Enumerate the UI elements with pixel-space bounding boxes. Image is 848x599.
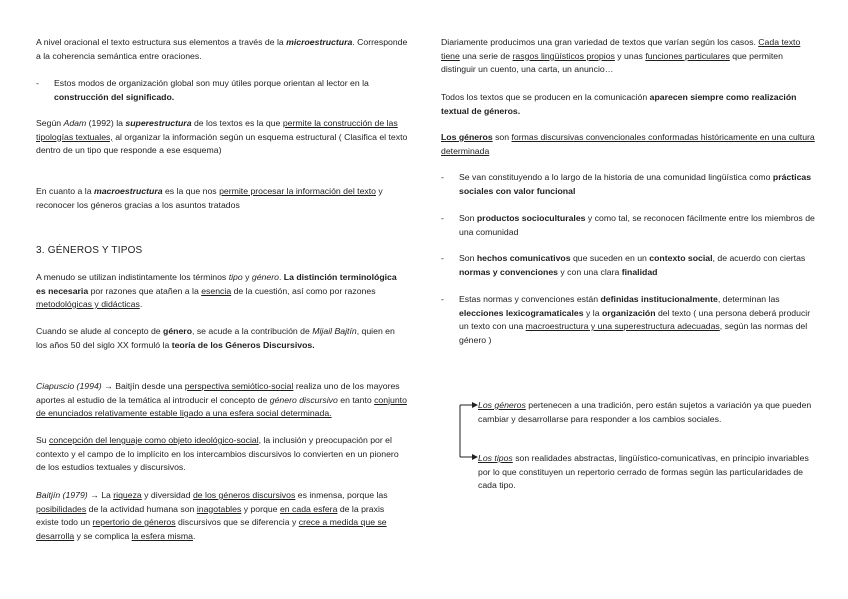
text-run: productos socioculturales xyxy=(476,213,586,223)
text-run: una serie de xyxy=(459,50,513,61)
text-run: concepción del lenguaje como objeto ideológico-social xyxy=(49,435,259,445)
text-run: prácticas sociales con valor funcional xyxy=(459,172,812,196)
text-run: , según las normas del género ) xyxy=(459,321,808,345)
text-run: contexto social xyxy=(649,253,713,263)
text-run: de la actividad humana son xyxy=(86,503,197,514)
paragraph-definicion-generos xyxy=(441,131,815,158)
paragraph-variedad-textos xyxy=(441,36,815,77)
text-run: , determinan las xyxy=(717,294,780,304)
section-heading xyxy=(36,244,408,258)
text-run: es la que nos xyxy=(162,186,220,196)
text-run: por razones que atañen a la xyxy=(88,285,202,296)
text-run: . xyxy=(278,272,284,282)
text-run: , la inclusión y preocupación por el contexto y el campo de lo implícito en los intercambios discursivos lo convierten en un pionero de los estudios textuales y discursivos. xyxy=(36,435,399,472)
text-run: La distinción terminológica es necesaria xyxy=(36,272,397,296)
bullet-text xyxy=(459,171,815,198)
text-run: conjunto de enunciados relativamente estable ligado a una esfera social determinada. xyxy=(36,394,407,418)
text-run: crece a medida que se desarrolla xyxy=(36,517,387,541)
text-run: → xyxy=(87,490,102,500)
text-run: y como tal, se reconocen fácilmente entre los miembros de una comunidad xyxy=(459,213,815,237)
text-run: . xyxy=(192,530,196,541)
text-run: construcción del significado. xyxy=(54,91,175,102)
text-run: → xyxy=(101,381,116,391)
text-run: y con una clara xyxy=(557,266,622,277)
text-run: La xyxy=(101,490,114,500)
bullet-text xyxy=(54,77,408,104)
text-run: y diversidad xyxy=(141,490,193,500)
text-run: normas y convenciones xyxy=(459,266,558,277)
text-run: género discursivo xyxy=(269,394,338,405)
text-run: que permiten distinguir un cuento, una carta, un anuncio… xyxy=(441,50,783,74)
bullet-item-historia xyxy=(441,171,815,201)
text-run: A nivel oracional el texto estructura sus elementos a través de la xyxy=(36,37,287,47)
text-run: Ciapuscio (1994) xyxy=(36,381,102,391)
text-run: y reconocer los géneros gracias a los asuntos tratados xyxy=(36,186,383,210)
text-run: , quien en los años 50 del siglo XX formuló la xyxy=(36,326,395,350)
paragraph-macroestructura xyxy=(36,185,408,212)
text-run: Son xyxy=(459,253,477,263)
bullet-marker: - xyxy=(441,253,444,263)
text-run: En cuanto a la xyxy=(36,186,94,196)
text-run: rasgos lingüísticos propios xyxy=(512,50,615,61)
text-run: A menudo se utilizan indistintamente los términos xyxy=(36,272,229,282)
text-run: en cada esfera xyxy=(279,503,338,514)
text-run: macroestructura y una superestructura adecuadas xyxy=(525,321,720,331)
text-run: del texto ( una persona deberá producir un texto con una xyxy=(459,307,811,331)
text-run: permite la construcción de las tipologías textuales, xyxy=(36,118,398,142)
text-run: (1992) la xyxy=(86,118,126,128)
text-run: de la cuestión, así como por razones xyxy=(231,285,376,296)
text-run: Se van constituyendo a lo largo de la historia de una comunidad lingüística como xyxy=(459,172,773,182)
text-run: son xyxy=(492,132,512,142)
paragraph-superestructura xyxy=(36,117,408,158)
text-run: la esfera misma xyxy=(131,530,193,541)
bullet-item-socioculturales xyxy=(441,212,815,242)
text-run: tipo xyxy=(228,272,243,282)
text-run: microestructura xyxy=(286,37,353,47)
text-run: Cada texto tiene xyxy=(441,37,801,61)
text-run: Son xyxy=(459,213,477,223)
text-run: . Corresponde a la coherencia semántica entre oraciones. xyxy=(36,37,408,61)
text-run: Adam xyxy=(63,118,87,128)
text-run: son realidades abstractas, lingüístico-comunicativas, en principio invariables por lo que constituyen un repertorio cerrado de formas según las particularidades de cada tipo. xyxy=(478,453,809,490)
text-run: y porque xyxy=(241,503,280,514)
paragraph-los-tipos xyxy=(478,452,818,493)
text-run: hechos comunicativos xyxy=(476,253,571,263)
text-run: Baitjín desde una xyxy=(115,381,185,391)
text-run: pertenecen a una tradición, pero están sujetos a variación ya que pueden cambiar y desarrollarse para responder a los cambios sociales. xyxy=(478,400,812,424)
text-run: metodológicas y didácticas xyxy=(36,299,140,309)
text-run: , de acuerdo con ciertas xyxy=(712,253,806,263)
text-run: Los géneros xyxy=(478,400,526,410)
paragraph-bajtin xyxy=(36,325,408,352)
text-run: , se acude a la contribución de xyxy=(192,326,313,336)
text-run: Los tipos xyxy=(478,453,513,463)
text-run: Diariamente producimos una gran variedad de textos que varían según los casos. xyxy=(441,37,759,47)
paragraph-microestructura xyxy=(36,36,408,63)
text-run: macroestructura xyxy=(93,186,163,196)
text-run: Los géneros xyxy=(441,132,493,142)
text-run: y xyxy=(242,272,252,282)
text-run: discursivos que se diferencia y xyxy=(175,517,299,527)
paragraph-los-generos xyxy=(478,399,818,426)
text-run: inagotables xyxy=(196,503,242,514)
text-run: definidas institucionalmente xyxy=(600,294,718,304)
bullet-item-hechos xyxy=(441,252,815,282)
text-run: de los géneros discursivos xyxy=(192,490,296,500)
bullet-marker: - xyxy=(441,213,444,223)
text-run: al organizar la información según un esquema estructural ( Clasifica el texto dentro de un tipo que responde a ese esquema) xyxy=(36,131,408,155)
text-run: y se complica xyxy=(74,530,132,541)
text-run: género xyxy=(251,272,279,282)
text-run: formas discursivas convencionales conformadas históricamente en una cultura determinada xyxy=(441,132,815,156)
text-run: es inmensa, porque las xyxy=(295,490,388,500)
text-run: Baitjín (1979) xyxy=(36,490,88,500)
bullet-marker: - xyxy=(441,294,444,304)
text-run: que suceden en un xyxy=(570,253,650,263)
paragraph-concepcion xyxy=(36,434,408,475)
text-run: y unas xyxy=(614,50,646,61)
text-run: Según xyxy=(36,118,64,128)
text-run: superestructura xyxy=(125,118,192,128)
text-run: . xyxy=(139,299,143,309)
text-run: de la praxis existe todo un xyxy=(36,503,385,527)
bullet-marker: - xyxy=(36,78,39,88)
text-run: teoría de los Géneros Discursivos. xyxy=(171,339,315,350)
bullet-marker: - xyxy=(441,172,444,182)
text-run: Su xyxy=(36,435,50,445)
bullet-text xyxy=(459,293,815,347)
text-run: Todos los textos que se producen en la comunicación xyxy=(441,92,650,102)
bullet-item-organizacion xyxy=(36,77,408,107)
text-run: riqueza xyxy=(113,490,142,500)
text-run: permite procesar la información del texto xyxy=(219,186,376,196)
text-run: Mijail Bajtín xyxy=(312,326,357,336)
text-run: de los textos es la que xyxy=(191,118,283,128)
text-run: Estos modos de organización global son muy útiles porque orientan al lector en la xyxy=(54,78,369,88)
paragraph-realizacion xyxy=(441,91,815,118)
text-run: Estas normas y convenciones están xyxy=(459,294,601,304)
text-run: funciones particulares xyxy=(645,50,730,61)
text-run: posibilidades xyxy=(36,503,87,514)
paragraph-ciapuscio xyxy=(36,380,408,421)
paragraph-baitjin-1979 xyxy=(36,489,408,543)
text-run: repertorio de géneros xyxy=(92,517,176,527)
paragraph-distincion xyxy=(36,271,408,312)
text-run: género xyxy=(163,326,192,336)
text-run: perspectiva semiótico-social xyxy=(184,381,294,391)
text-run: en tanto xyxy=(337,394,375,405)
text-run: aparecen siempre como realización textual de géneros. xyxy=(441,92,797,116)
text-run: 3. GÉNEROS Y TIPOS xyxy=(36,245,143,256)
text-run: y la xyxy=(583,307,602,318)
bullet-text xyxy=(459,212,815,239)
text-run: finalidad xyxy=(621,266,658,277)
bullet-item-normas xyxy=(441,293,815,349)
bullet-text xyxy=(459,252,815,279)
text-run: esencia xyxy=(201,285,232,296)
text-run: Cuando se alude al concepto de xyxy=(36,326,164,336)
text-run: realiza uno de los mayores aportes al estudio de la temática al introducir el concepto de xyxy=(36,381,400,405)
text-run: elecciones lexicogramaticales xyxy=(459,307,584,318)
text-run: organización xyxy=(601,307,656,318)
